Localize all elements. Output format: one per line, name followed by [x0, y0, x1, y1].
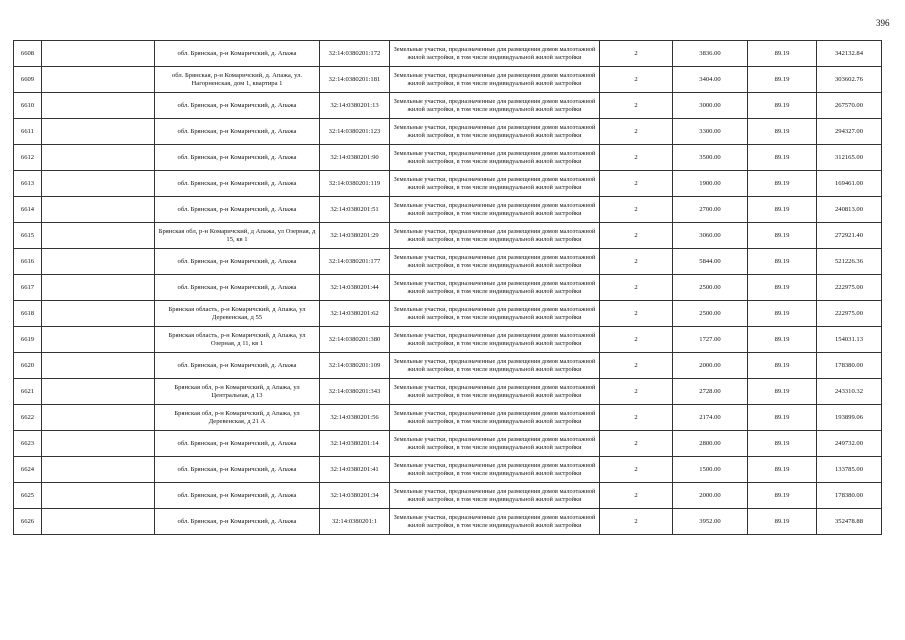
cadastral-number-cell: 32:14:0380201:123: [320, 119, 390, 145]
rate-cell: 89.19: [748, 431, 817, 457]
land-use-cell: Земельные участки, предназначенные для размещения домов малоэтажной жилой застройки, в том числе индивидуальной жилой застройки: [390, 171, 600, 197]
empty-cell: [42, 327, 155, 353]
cadastral-number-cell: 32:14:0380201:119: [320, 171, 390, 197]
land-use-cell: Земельные участки, предназначенные для размещения домов малоэтажной жилой застройки, в том числе индивидуальной жилой застройки: [390, 145, 600, 171]
table-row: [14, 353, 882, 379]
row-number-cell: 6609: [14, 67, 42, 93]
row-number-cell: 6613: [14, 171, 42, 197]
table-row: [14, 301, 882, 327]
table-body: [14, 41, 882, 535]
table-row: [14, 93, 882, 119]
cadastral-value-cell: 169461.00: [817, 171, 882, 197]
cadastral-number-cell: 32:14:0380201:380: [320, 327, 390, 353]
rate-cell: 89.19: [748, 379, 817, 405]
group-cell: 2: [600, 275, 673, 301]
row-number-cell: 6612: [14, 145, 42, 171]
address-cell: обл. Брянская, р-н Комаричский, д. Апажа: [155, 197, 320, 223]
land-use-cell: Земельные участки, предназначенные для размещения домов малоэтажной жилой застройки, в том числе индивидуальной жилой застройки: [390, 223, 600, 249]
group-cell: 2: [600, 457, 673, 483]
rate-cell: 89.19: [748, 197, 817, 223]
table-row: [14, 67, 882, 93]
land-use-cell: Земельные участки, предназначенные для размещения домов малоэтажной жилой застройки, в том числе индивидуальной жилой застройки: [390, 327, 600, 353]
row-number-cell: 6619: [14, 327, 42, 353]
area-cell: 2728.00: [673, 379, 748, 405]
group-cell: 2: [600, 145, 673, 171]
area-cell: 2700.00: [673, 197, 748, 223]
cadastral-value-cell: 178380.00: [817, 353, 882, 379]
land-use-cell: Земельные участки, предназначенные для размещения домов малоэтажной жилой застройки, в том числе индивидуальной жилой застройки: [390, 119, 600, 145]
area-cell: 2500.00: [673, 275, 748, 301]
address-cell: обл. Брянская, р-н Комаричский, д. Апажа: [155, 353, 320, 379]
group-cell: 2: [600, 379, 673, 405]
group-cell: 2: [600, 483, 673, 509]
cadastral-number-cell: 32:14:0380201:343: [320, 379, 390, 405]
cadastral-number-cell: 32:14:0380201:44: [320, 275, 390, 301]
land-use-cell: Земельные участки, предназначенные для размещения домов малоэтажной жилой застройки, в том числе индивидуальной жилой застройки: [390, 197, 600, 223]
row-number-cell: 6625: [14, 483, 42, 509]
group-cell: 2: [600, 67, 673, 93]
rate-cell: 89.19: [748, 67, 817, 93]
empty-cell: [42, 379, 155, 405]
table-row: [14, 327, 882, 353]
rate-cell: 89.19: [748, 509, 817, 535]
cadastral-number-cell: 32:14:0380201:62: [320, 301, 390, 327]
area-cell: 2000.00: [673, 483, 748, 509]
cadastral-number-cell: 32:14:0380201:14: [320, 431, 390, 457]
cadastral-value-cell: 342132.84: [817, 41, 882, 67]
land-use-cell: Земельные участки, предназначенные для размещения домов малоэтажной жилой застройки, в том числе индивидуальной жилой застройки: [390, 457, 600, 483]
address-cell: Брянская область, р-н Комаричский, д Апажа, ул Деревенская, д 55: [155, 301, 320, 327]
cadastral-number-cell: 32:14:0380201:90: [320, 145, 390, 171]
land-use-cell: Земельные участки, предназначенные для размещения домов малоэтажной жилой застройки, в том числе индивидуальной жилой застройки: [390, 405, 600, 431]
cadastral-number-cell: 32:14:0380201:41: [320, 457, 390, 483]
empty-cell: [42, 93, 155, 119]
empty-cell: [42, 171, 155, 197]
cadastral-value-cell: 249732.00: [817, 431, 882, 457]
address-cell: обл. Брянская, р-н Комаричский, д. Апажа: [155, 509, 320, 535]
cadastral-value-cell: 303602.76: [817, 67, 882, 93]
row-number-cell: 6623: [14, 431, 42, 457]
cadastral-number-cell: 32:14:0380201:109: [320, 353, 390, 379]
area-cell: 3952.00: [673, 509, 748, 535]
table-row: [14, 431, 882, 457]
group-cell: 2: [600, 405, 673, 431]
area-cell: 3500.00: [673, 145, 748, 171]
row-number-cell: 6615: [14, 223, 42, 249]
address-cell: Брянская обл, р-н Комаричский, д Апажа, ул Деревенская, д 21 А: [155, 405, 320, 431]
rate-cell: 89.19: [748, 145, 817, 171]
group-cell: 2: [600, 509, 673, 535]
cadastral-value-cell: 312165.00: [817, 145, 882, 171]
rate-cell: 89.19: [748, 119, 817, 145]
group-cell: 2: [600, 249, 673, 275]
land-use-cell: Земельные участки, предназначенные для размещения домов малоэтажной жилой застройки, в том числе индивидуальной жилой застройки: [390, 249, 600, 275]
empty-cell: [42, 483, 155, 509]
area-cell: 2000.00: [673, 353, 748, 379]
cadastral-value-table: [13, 40, 882, 535]
cadastral-value-cell: 521226.36: [817, 249, 882, 275]
table-row: [14, 457, 882, 483]
area-cell: 3000.00: [673, 93, 748, 119]
land-use-cell: Земельные участки, предназначенные для размещения домов малоэтажной жилой застройки, в том числе индивидуальной жилой застройки: [390, 41, 600, 67]
empty-cell: [42, 457, 155, 483]
cadastral-value-cell: 352478.88: [817, 509, 882, 535]
cadastral-value-cell: 154031.13: [817, 327, 882, 353]
address-cell: обл. Брянская, р-н Комаричский, д. Апажа: [155, 457, 320, 483]
rate-cell: 89.19: [748, 457, 817, 483]
cadastral-number-cell: 32:14:0380201:13: [320, 93, 390, 119]
area-cell: 1900.00: [673, 171, 748, 197]
cadastral-number-cell: 32:14:0380201:177: [320, 249, 390, 275]
rate-cell: 89.19: [748, 405, 817, 431]
land-use-cell: Земельные участки, предназначенные для размещения домов малоэтажной жилой застройки, в том числе индивидуальной жилой застройки: [390, 275, 600, 301]
cadastral-value-cell: 240813.00: [817, 197, 882, 223]
table-row: [14, 275, 882, 301]
row-number-cell: 6616: [14, 249, 42, 275]
area-cell: 3836.00: [673, 41, 748, 67]
row-number-cell: 6626: [14, 509, 42, 535]
area-cell: 1500.00: [673, 457, 748, 483]
area-cell: 3060.00: [673, 223, 748, 249]
table-row: [14, 145, 882, 171]
group-cell: 2: [600, 353, 673, 379]
empty-cell: [42, 353, 155, 379]
row-number-cell: 6610: [14, 93, 42, 119]
rate-cell: 89.19: [748, 327, 817, 353]
area-cell: 3300.00: [673, 119, 748, 145]
area-cell: 3404.00: [673, 67, 748, 93]
rate-cell: 89.19: [748, 353, 817, 379]
table-row: [14, 405, 882, 431]
empty-cell: [42, 249, 155, 275]
cadastral-value-cell: 178380.00: [817, 483, 882, 509]
area-cell: 2174.00: [673, 405, 748, 431]
empty-cell: [42, 41, 155, 67]
table-row: [14, 41, 882, 67]
address-cell: обл. Брянская, р-н Комаричский, д. Апажа: [155, 93, 320, 119]
group-cell: 2: [600, 327, 673, 353]
group-cell: 2: [600, 119, 673, 145]
empty-cell: [42, 275, 155, 301]
address-cell: обл. Брянская, р-н Комаричский, д. Апажа: [155, 41, 320, 67]
cadastral-number-cell: 32:14:0380201:51: [320, 197, 390, 223]
address-cell: обл. Брянская, р-н Комаричский, д. Апажа: [155, 431, 320, 457]
page-number: 396: [876, 18, 890, 28]
group-cell: 2: [600, 41, 673, 67]
empty-cell: [42, 431, 155, 457]
empty-cell: [42, 67, 155, 93]
land-use-cell: Земельные участки, предназначенные для размещения домов малоэтажной жилой застройки, в том числе индивидуальной жилой застройки: [390, 67, 600, 93]
address-cell: обл. Брянская, р-н Комаричский, д. Апажа, ул. Нагорненская, дом 1, квартира 1: [155, 67, 320, 93]
cadastral-value-cell: 222975.00: [817, 275, 882, 301]
land-use-cell: Земельные участки, предназначенные для размещения домов малоэтажной жилой застройки, в том числе индивидуальной жилой застройки: [390, 353, 600, 379]
table-row: [14, 509, 882, 535]
cadastral-number-cell: 32:14:0380201:34: [320, 483, 390, 509]
cadastral-value-cell: 133785.00: [817, 457, 882, 483]
rate-cell: 89.19: [748, 223, 817, 249]
rate-cell: 89.19: [748, 483, 817, 509]
address-cell: Брянская область, р-н Комаричский, д Апажа, ул Озерная, д 11, кв 1: [155, 327, 320, 353]
cadastral-value-cell: 193899.06: [817, 405, 882, 431]
address-cell: Брянская обл, р-н Комаричский, д Апажа, ул Озерная, д 15, кв 1: [155, 223, 320, 249]
empty-cell: [42, 119, 155, 145]
land-use-cell: Земельные участки, предназначенные для размещения домов малоэтажной жилой застройки, в том числе индивидуальной жилой застройки: [390, 379, 600, 405]
empty-cell: [42, 197, 155, 223]
cadastral-number-cell: 32:14:0380201:56: [320, 405, 390, 431]
rate-cell: 89.19: [748, 171, 817, 197]
group-cell: 2: [600, 93, 673, 119]
address-cell: обл. Брянская, р-н Комаричский, д. Апажа: [155, 145, 320, 171]
cadastral-number-cell: 32:14:0380201:172: [320, 41, 390, 67]
cadastral-value-cell: 243310.32: [817, 379, 882, 405]
land-use-cell: Земельные участки, предназначенные для размещения домов малоэтажной жилой застройки, в том числе индивидуальной жилой застройки: [390, 509, 600, 535]
table-row: [14, 249, 882, 275]
rate-cell: 89.19: [748, 275, 817, 301]
address-cell: обл. Брянская, р-н Комаричский, д. Апажа: [155, 249, 320, 275]
row-number-cell: 6611: [14, 119, 42, 145]
empty-cell: [42, 405, 155, 431]
area-cell: 2800.00: [673, 431, 748, 457]
empty-cell: [42, 509, 155, 535]
table-row: [14, 119, 882, 145]
cadastral-number-cell: 32:14:0380201:29: [320, 223, 390, 249]
row-number-cell: 6624: [14, 457, 42, 483]
row-number-cell: 6617: [14, 275, 42, 301]
cadastral-number-cell: 32:14:0380201:181: [320, 67, 390, 93]
group-cell: 2: [600, 197, 673, 223]
address-cell: Брянская обл, р-н Комаричский, д Апажа, ул Центральная, д 13: [155, 379, 320, 405]
table-row: [14, 171, 882, 197]
row-number-cell: 6622: [14, 405, 42, 431]
land-use-cell: Земельные участки, предназначенные для размещения домов малоэтажной жилой застройки, в том числе индивидуальной жилой застройки: [390, 301, 600, 327]
group-cell: 2: [600, 223, 673, 249]
group-cell: 2: [600, 431, 673, 457]
group-cell: 2: [600, 301, 673, 327]
cadastral-number-cell: 32:14:0380201:1: [320, 509, 390, 535]
land-use-cell: Земельные участки, предназначенные для размещения домов малоэтажной жилой застройки, в том числе индивидуальной жилой застройки: [390, 93, 600, 119]
address-cell: обл. Брянская, р-н Комаричский, д. Апажа: [155, 171, 320, 197]
rate-cell: 89.19: [748, 301, 817, 327]
row-number-cell: 6621: [14, 379, 42, 405]
cadastral-value-cell: 222975.00: [817, 301, 882, 327]
rate-cell: 89.19: [748, 93, 817, 119]
land-use-cell: Земельные участки, предназначенные для размещения домов малоэтажной жилой застройки, в том числе индивидуальной жилой застройки: [390, 431, 600, 457]
empty-cell: [42, 223, 155, 249]
table-row: [14, 197, 882, 223]
rate-cell: 89.19: [748, 249, 817, 275]
table-row: [14, 483, 882, 509]
empty-cell: [42, 145, 155, 171]
row-number-cell: 6618: [14, 301, 42, 327]
land-use-cell: Земельные участки, предназначенные для размещения домов малоэтажной жилой застройки, в том числе индивидуальной жилой застройки: [390, 483, 600, 509]
address-cell: обл. Брянская, р-н Комаричский, д. Апажа: [155, 275, 320, 301]
row-number-cell: 6620: [14, 353, 42, 379]
cadastral-value-cell: 272921.40: [817, 223, 882, 249]
area-cell: 2500.00: [673, 301, 748, 327]
cadastral-value-cell: 294327.00: [817, 119, 882, 145]
cadastral-value-cell: 267570.00: [817, 93, 882, 119]
group-cell: 2: [600, 171, 673, 197]
table-row: [14, 379, 882, 405]
address-cell: обл. Брянская, р-н Комаричский, д. Апажа: [155, 483, 320, 509]
row-number-cell: 6614: [14, 197, 42, 223]
row-number-cell: 6608: [14, 41, 42, 67]
address-cell: обл. Брянская, р-н Комаричский, д. Апажа: [155, 119, 320, 145]
area-cell: 5844.00: [673, 249, 748, 275]
area-cell: 1727.00: [673, 327, 748, 353]
rate-cell: 89.19: [748, 41, 817, 67]
empty-cell: [42, 301, 155, 327]
table-row: [14, 223, 882, 249]
